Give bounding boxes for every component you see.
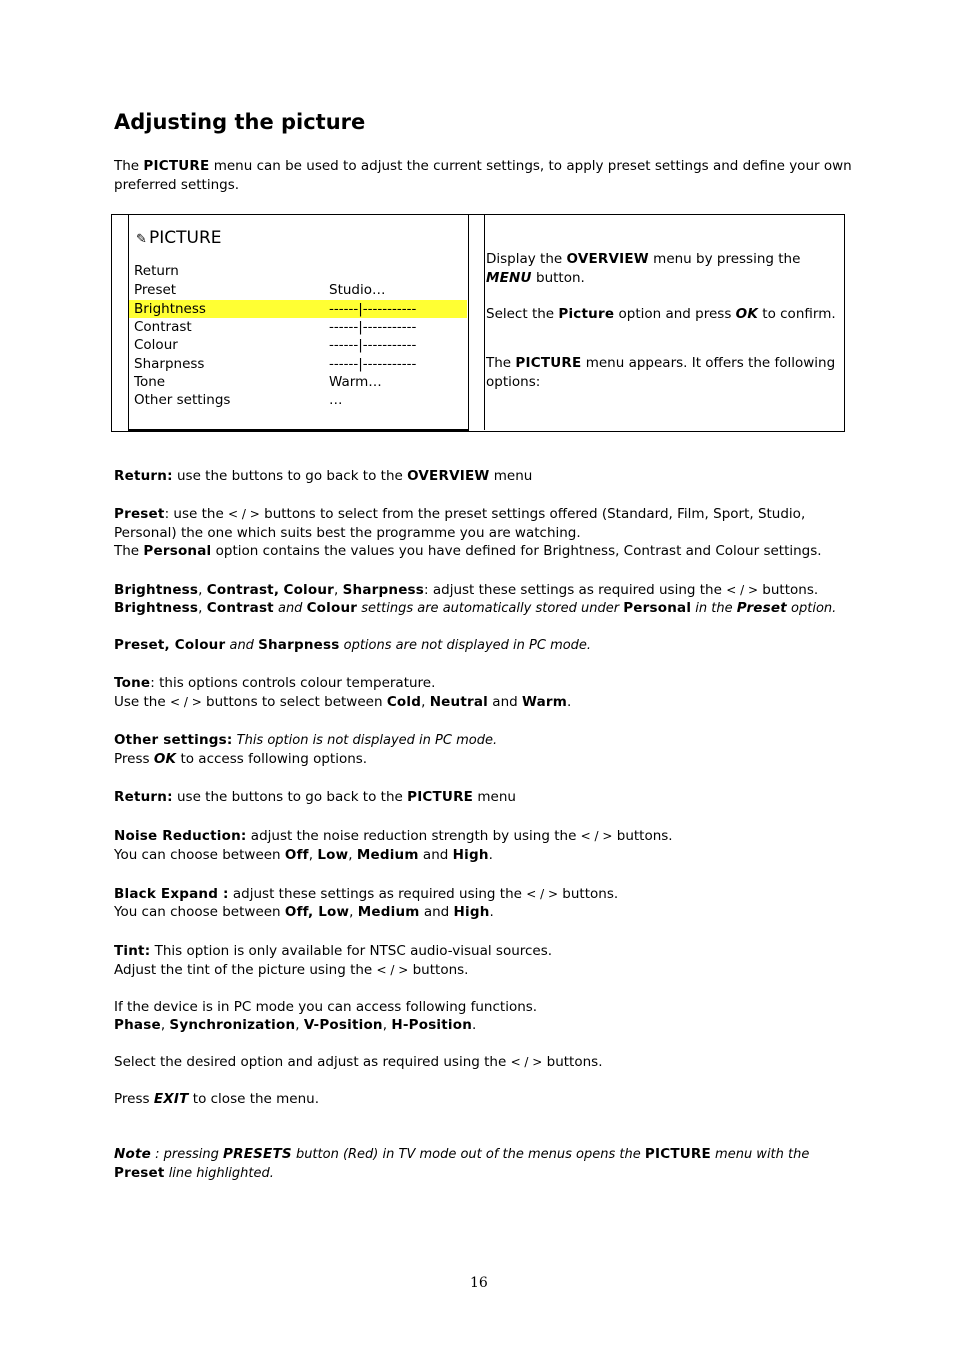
return-overview-paragraph: Return: use the buttons to go back to the OVERVIEW menu [114, 468, 533, 484]
left-right-arrows-icon: < / > [169, 695, 202, 709]
side-instruction-1: Display the OVERVIEW menu by pressing the MENU button. [486, 251, 801, 286]
bcs-paragraph-line-1: Brightness, Contrast, Colour, Sharpness: adjust these settings as required using the < / > buttons. [114, 582, 819, 598]
pen-icon: ✎ [136, 232, 147, 247]
tone-paragraph-line-2: Use the < / > buttons to select between Cold, Neutral and Warm. [114, 694, 572, 710]
menu-row-tone: Tone Warm… [134, 374, 382, 390]
menu-row-contrast: Contrast ------|----------- [134, 319, 417, 335]
menu-row-return: Return [134, 263, 179, 279]
personal-paragraph: The Personal option contains the values you have defined for Brightness, Contrast and Colour settings. [114, 543, 822, 559]
left-right-arrows-icon: < / > [526, 887, 559, 901]
noise-reduction-paragraph-line-2: You can choose between Off, Low, Medium and High. [114, 847, 493, 863]
preset-paragraph-line-2: Personal) the one which suits best the programme you are watching. [114, 525, 581, 541]
note-paragraph-line-2: Preset line highlighted. [114, 1165, 274, 1181]
picture-menu-title: ✎ PICTURE [136, 227, 222, 251]
menu-row-other-settings: Other settings … [134, 392, 343, 408]
side-instruction-2: Select the Picture option and press OK to confirm. [486, 306, 836, 322]
note-paragraph-line-1: Note : pressing PRESETS button (Red) in TV mode out of the menus opens the PICTURE menu with the [114, 1146, 810, 1162]
noise-reduction-paragraph-line-1: Noise Reduction: adjust the noise reduction strength by using the < / > buttons. [114, 828, 673, 844]
black-expand-paragraph-line-1: Black Expand : adjust these settings as required using the < / > buttons. [114, 886, 619, 902]
left-right-arrows-icon: < / > [580, 829, 613, 843]
pc-mode-note-paragraph: Preset, Colour and Sharpness options are not displayed in PC mode. [114, 637, 592, 653]
other-settings-paragraph: Other settings: This option is not displayed in PC mode. [114, 732, 498, 748]
column-divider [484, 214, 485, 430]
tint-paragraph-line-2: Adjust the tint of the picture using the < / > buttons. [114, 962, 469, 978]
bcs-paragraph-line-2: Brightness, Contrast and Colour settings are automatically stored under Personal in the Preset option. [114, 600, 837, 616]
preset-paragraph-line-1: Preset: use the < / > buttons to select from the preset settings offered (Standard, Film, Sport, Studio, [114, 506, 806, 522]
intro-line-2: preferred settings. [114, 177, 240, 193]
side-instruction-3: The PICTURE menu appears. It offers the following options: [486, 355, 836, 390]
menu-row-brightness-highlighted: Brightness ------|----------- [129, 300, 467, 318]
left-right-arrows-icon: < / > [376, 963, 409, 977]
black-expand-paragraph-line-2: You can choose between Off, Low, Medium and High. [114, 904, 494, 920]
left-right-arrows-icon: < / > [510, 1055, 543, 1069]
press-ok-paragraph: Press OK to access following options. [114, 751, 368, 767]
press-exit-paragraph: Press EXIT to close the menu. [114, 1091, 320, 1107]
tint-paragraph-line-1: Tint: This option is only available for NTSC audio-visual sources. [114, 943, 553, 959]
intro-line-1: The PICTURE menu can be used to adjust the current settings, to apply preset settings and define your own [114, 158, 852, 174]
left-right-arrows-icon: < / > [228, 507, 260, 521]
left-right-arrows-icon: < / > [726, 583, 758, 597]
pc-mode-paragraph-line-1: If the device is in PC mode you can access following functions. [114, 999, 538, 1015]
menu-row-preset: Preset Studio… [134, 282, 386, 298]
return-picture-paragraph: Return: use the buttons to go back to the PICTURE menu [114, 789, 516, 805]
select-option-paragraph: Select the desired option and adjust as required using the < / > buttons. [114, 1054, 603, 1070]
menu-row-sharpness: Sharpness ------|----------- [134, 356, 417, 372]
page-title: Adjusting the picture [114, 110, 366, 134]
page-number: 16 [470, 1275, 488, 1291]
tone-paragraph-line-1: Tone: this options controls colour temperature. [114, 675, 436, 691]
menu-row-colour: Colour ------|----------- [134, 337, 417, 353]
pc-mode-paragraph-line-2: Phase, Synchronization, V-Position, H-Position. [114, 1017, 477, 1033]
